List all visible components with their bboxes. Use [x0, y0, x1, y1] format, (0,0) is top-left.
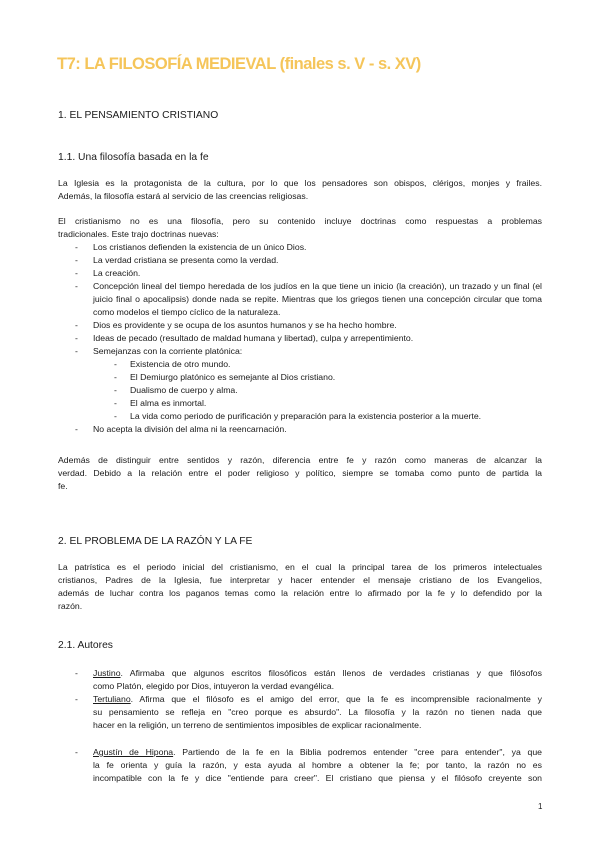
- paragraph-patristics: [58, 561, 542, 613]
- section-2-heading: 2. EL PROBLEMA DE LA RAZÓN Y LA FE: [58, 536, 253, 547]
- sub-list-item: - La vida como periodo de purificación y preparación para la existencia posterior a la muerte.: [114, 411, 482, 421]
- document-title: T7: LA FILOSOFÍA MEDIEVAL (finales s. V - s. XV): [57, 55, 421, 73]
- sub-list-item: - Existencia de otro mundo.: [114, 359, 231, 369]
- paragraph-line: La Iglesia es la protagonista de la cultura, por lo que los pensadores son obispos, clérigos, monjes y frailes.: [58, 178, 542, 188]
- list-item: - Ideas de pecado (resultado de maldad humana y libertad), culpa y arrepentimiento.: [75, 333, 414, 343]
- sub-list-item: - El Demiurgo platónico es semejante al Dios cristiano.: [114, 372, 336, 382]
- paragraph-line: cristianos, Padres de la Iglesia, fue interpretar y hacer entender el mensaje cristiano de los Evangelios,: [58, 575, 542, 585]
- authors-list: [58, 667, 548, 785]
- section-1-heading: 1. EL PENSAMIENTO CRISTIANO: [58, 110, 219, 121]
- author-item: - Agustín de Hipona. Partiendo de la fe en la Biblia podremos entender "cree para entender", ya que la fe orienta y guía la razón, y esta ayuda al hombre a obtener la fe; por tanto, la razón no es incompatible con la fe y dice "entiende para creer". El cristiano que piensa y el filósofo creyente son: [75, 747, 542, 783]
- page-number: 1: [538, 802, 543, 811]
- doctrines-list: [58, 241, 548, 436]
- list-item: - La verdad cristiana se presenta como la verdad.: [75, 255, 279, 265]
- list-item: - No acepta la división del alma ni la reencarnación.: [75, 424, 287, 434]
- paragraph-line: El cristianismo no es una filosofía, pero su contenido incluye doctrinas como respuestas a problemas: [58, 216, 542, 226]
- sub-list-item: - Dualismo de cuerpo y alma.: [114, 385, 238, 395]
- sub-list-item: - El alma es inmortal.: [114, 398, 207, 408]
- paragraph-line: La patrística es el periodo inicial del cristianismo, en el cual la principal tarea de los primeros intelectuales: [58, 562, 542, 572]
- paragraph-church-culture: [58, 177, 542, 203]
- author-name: Tertuliano: [93, 694, 131, 704]
- list-item: - Concepción lineal del tiempo heredada de los judíos en la que tiene un inicio (la creación), un trazado y un final (el juicio final o apocalipsis) donde nada se repite. Mientras que los griegos tienen una concepción circular que toma como modelos el tiempo cíclico de la naturaleza.: [75, 281, 542, 317]
- paragraph-line: además de luchar contra los paganos temas como la relación entre lo afirmado por la fe y lo defendido por la: [58, 588, 542, 598]
- paragraph-faith-reason: [58, 454, 542, 493]
- author-item: - Justino. Afirmaba que algunos escritos filosóficos están llenos de verdades cristianas y que filósofos como Platón, elegido por Dios, intuyeron la verdad evangélica.: [75, 668, 542, 691]
- paragraph-line: Además, la filosofía estará al servicio de las creencias religiosas.: [58, 191, 309, 201]
- list-item: - La creación.: [75, 268, 141, 278]
- list-item: - Semejanzas con la corriente platónica:: [75, 346, 243, 356]
- section-1-1-heading: 1.1. Una filosofía basada en la fe: [58, 152, 209, 163]
- paragraph-line: razón.: [58, 601, 83, 611]
- paragraph-christianity: [58, 215, 542, 241]
- paragraph-line: Además de distinguir entre sentidos y razón, diferencia entre fe y razón como maneras de alcanzar la: [58, 455, 542, 465]
- author-name: Justino: [93, 668, 121, 678]
- author-name: Agustín de Hipona: [93, 747, 174, 757]
- author-item: - Tertuliano. Afirma que el filósofo es el amigo del error, que la fe es incomprensible racionalmente y su pensamiento se refleja en "creo porque es absurdo". La filosofía y la razón no tienen nada que hacer en la religión, un terreno de sentimientos imposibles de explicar racionalmente.: [75, 694, 542, 730]
- paragraph-line: verdad. Debido a la relación entre el poder religioso y político, siempre se tomaba como punto de partida la: [58, 468, 542, 478]
- list-item: - Los cristianos defienden la existencia de un único Dios.: [75, 242, 307, 252]
- paragraph-line: tradicionales. Este trajo doctrinas nuevas:: [58, 229, 219, 239]
- paragraph-line: fe.: [58, 481, 68, 491]
- list-item: - Dios es providente y se ocupa de los asuntos humanos y se ha hecho hombre.: [75, 320, 397, 330]
- section-2-1-heading: 2.1. Autores: [58, 640, 113, 651]
